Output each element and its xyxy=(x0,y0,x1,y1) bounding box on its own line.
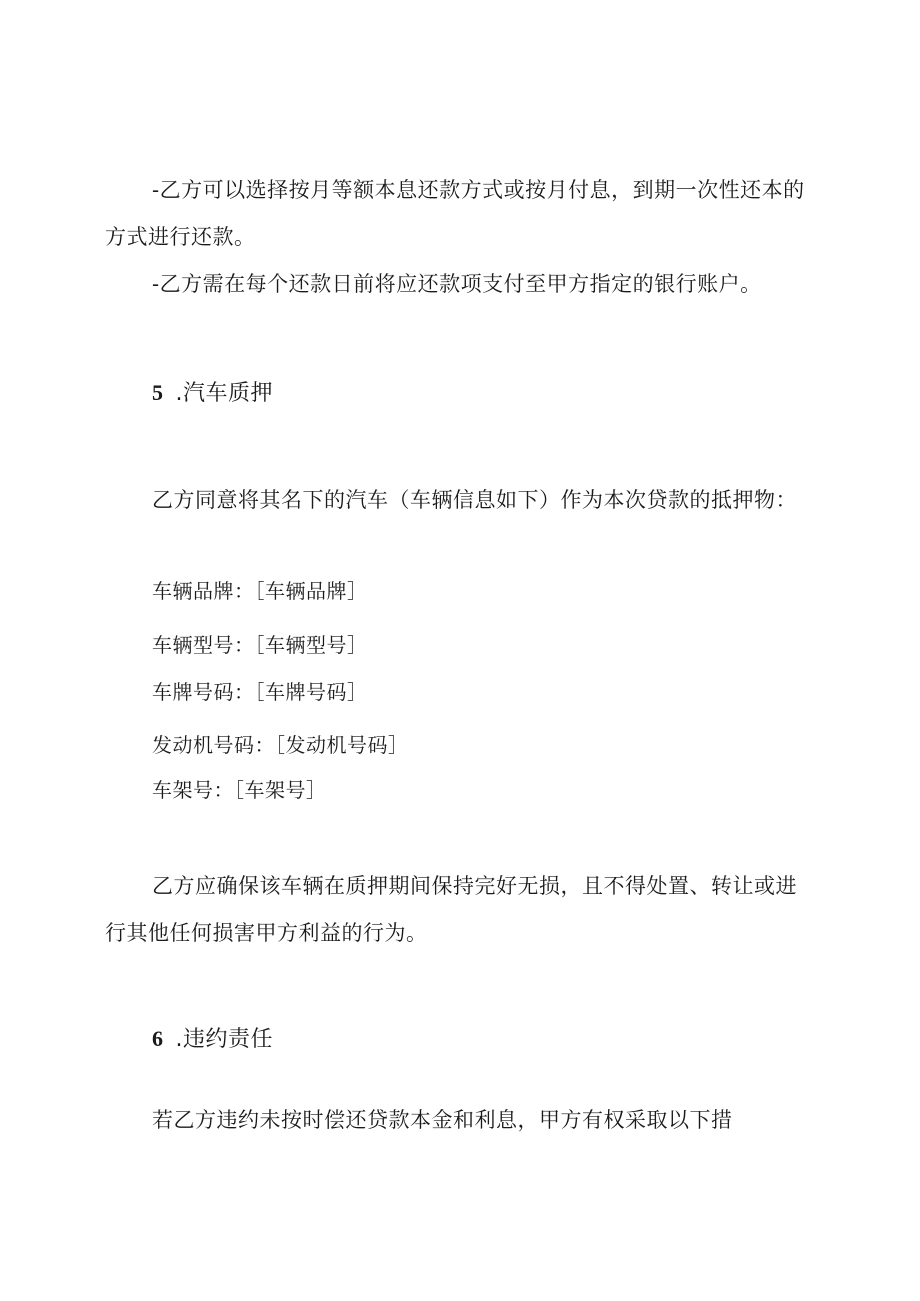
field-value: ［车辆型号］ xyxy=(254,633,368,657)
section-5-intro: 乙方同意将其名下的汽车（车辆信息如下）作为本次贷款的抵押物： xyxy=(152,488,797,512)
field-label: 车牌号码： xyxy=(152,680,255,704)
field-label: 发动机号码： xyxy=(152,733,275,757)
field-vehicle-brand xyxy=(152,577,368,605)
section-5-obligation-line-1: 乙方应确保该车辆在质押期间保持完好无损，且不得处置、转让或进 xyxy=(152,874,797,898)
field-vin xyxy=(152,776,327,804)
field-label: 车辆品牌： xyxy=(152,579,255,603)
repayment-method-line-2: 方式进行还款。 xyxy=(105,225,256,249)
field-plate-number xyxy=(152,678,368,706)
section-5-title: .汽车质押 xyxy=(175,381,273,406)
section-5-heading xyxy=(152,379,273,408)
repayment-account-line: -乙方需在每个还款日前将应还款项支付至甲方指定的银行账户。 xyxy=(152,272,762,296)
section-6-body-line-1: 若乙方违约未按时偿还贷款本金和利息，甲方有权采取以下措 xyxy=(152,1108,733,1132)
field-value: ［发动机号码］ xyxy=(275,733,409,757)
field-value: ［车辆品牌］ xyxy=(254,579,368,603)
field-label: 车辆型号： xyxy=(152,633,255,657)
field-vehicle-model xyxy=(152,631,368,659)
field-label: 车架号： xyxy=(152,778,234,802)
section-5-number: 5 xyxy=(152,380,164,405)
field-value: ［车牌号码］ xyxy=(254,680,368,704)
section-6-heading xyxy=(152,1025,273,1054)
repayment-method-line-1: -乙方可以选择按月等额本息还款方式或按月付息，到期一次性还本的 xyxy=(152,178,805,202)
field-engine-number xyxy=(152,731,409,759)
field-value: ［车架号］ xyxy=(234,778,327,802)
section-6-number: 6 xyxy=(152,1026,164,1051)
section-5-obligation-line-2: 行其他任何损害甲方利益的行为。 xyxy=(105,921,428,945)
section-6-title: .违约责任 xyxy=(175,1027,273,1052)
